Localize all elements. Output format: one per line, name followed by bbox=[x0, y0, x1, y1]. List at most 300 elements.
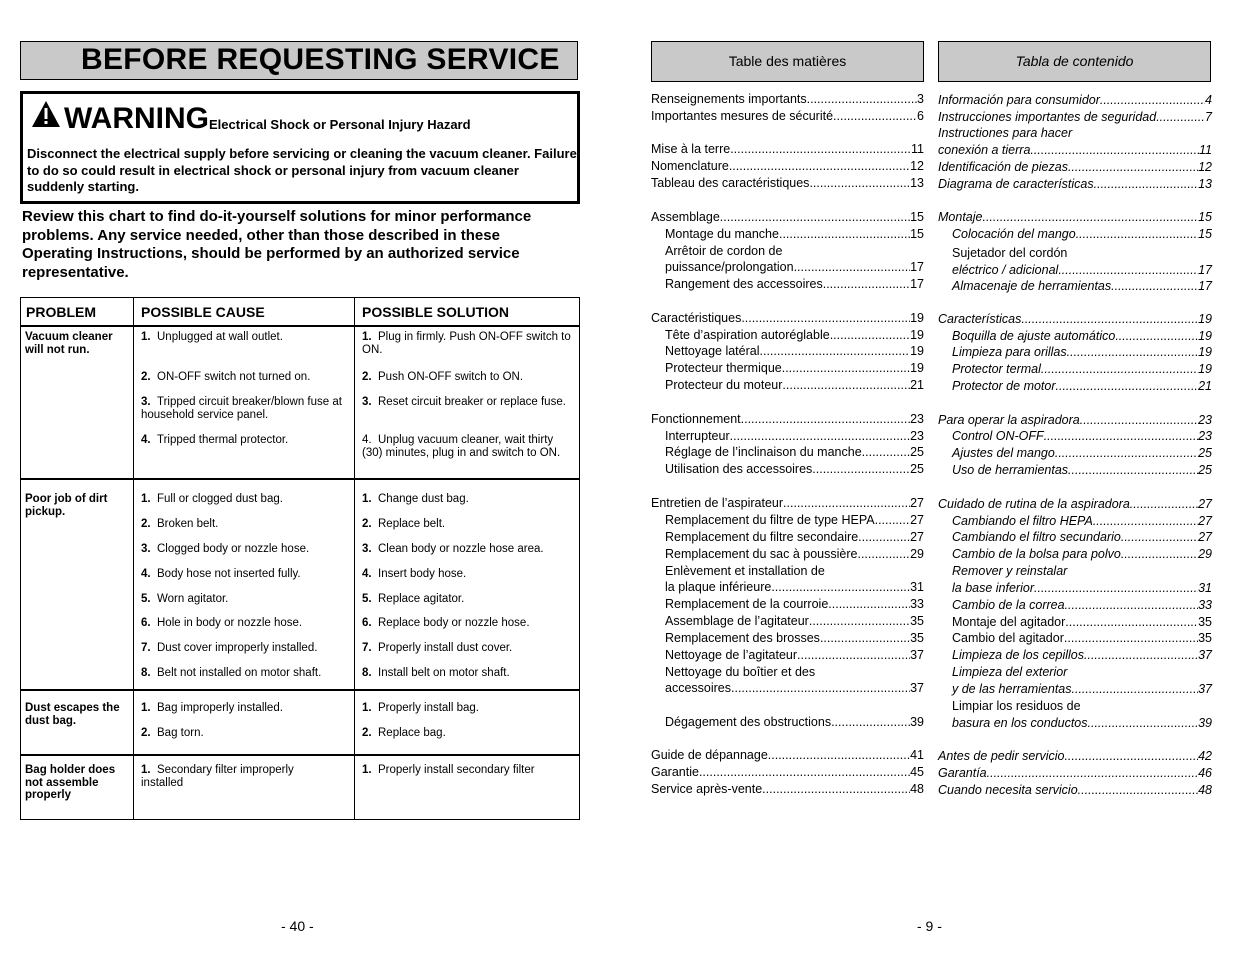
toc-entry-label: Renseignements importants bbox=[651, 92, 807, 106]
toc-entry-page: 15 bbox=[1198, 227, 1212, 241]
toc-entry-label: Cambiando el filtro secundario bbox=[952, 530, 1121, 544]
toc-entry bbox=[952, 245, 1212, 262]
toc-leader-dots bbox=[820, 630, 910, 647]
toc-entry-label: Para operar la aspiradora bbox=[938, 413, 1080, 427]
toc-leader-dots bbox=[771, 579, 910, 596]
toc-entry-label: Remplacement de la courroie bbox=[665, 597, 829, 611]
toc-entry bbox=[952, 462, 1212, 479]
toc-leader-dots bbox=[862, 444, 910, 461]
toc-entry-page: 25 bbox=[910, 445, 924, 459]
toc-leader-dots bbox=[1080, 412, 1198, 429]
toc-entry-label: Boquilla de ajuste automático bbox=[952, 329, 1116, 343]
toc-leader-dots bbox=[982, 209, 1198, 226]
toc-entry bbox=[952, 664, 1212, 681]
toc-entry bbox=[952, 563, 1212, 580]
toc-entry-page: 35 bbox=[910, 631, 924, 645]
toc-entry-page: 35 bbox=[910, 614, 924, 628]
toc-entry-label: Limpieza de los cepillos bbox=[952, 648, 1085, 662]
toc-entry-label: la base inferior bbox=[952, 581, 1034, 595]
toc-entry-page: 29 bbox=[910, 547, 924, 561]
toc-entry-label: Tableau des caractéristiques bbox=[651, 176, 810, 190]
toc-entry-label: Caractéristiques bbox=[651, 311, 742, 325]
toc-leader-dots bbox=[812, 461, 910, 478]
toc-entry-page: 31 bbox=[1198, 581, 1212, 595]
toc-entry-label: accessoires bbox=[665, 681, 731, 695]
toc-entry bbox=[665, 461, 924, 478]
toc-entry bbox=[665, 276, 924, 293]
toc-entry-label: Identificación de piezas bbox=[938, 160, 1068, 174]
toc-leader-dots bbox=[782, 377, 910, 394]
toc-leader-dots bbox=[797, 647, 910, 664]
toc-leader-dots bbox=[1034, 580, 1198, 597]
toc-entry-page: 21 bbox=[910, 378, 924, 392]
toc-entry-label: Remplacement du filtre de type HEPA bbox=[665, 513, 875, 527]
toc-entry bbox=[651, 209, 924, 226]
toc-entry-label: Sujetador del cordón bbox=[952, 246, 1068, 260]
toc-leader-dots bbox=[730, 141, 911, 158]
toc-leader-dots bbox=[1065, 614, 1198, 631]
toc-leader-dots bbox=[809, 175, 910, 192]
toc-entry-label: Características bbox=[938, 312, 1022, 326]
toc-leader-dots bbox=[729, 158, 910, 175]
warning-subtitle: Electrical Shock or Personal Injury Hazard bbox=[209, 117, 471, 132]
toc-entry-label: Nettoyage latéral bbox=[665, 344, 760, 358]
toc-entry-page: 37 bbox=[1198, 648, 1212, 662]
toc-entry-label: basura en los conductos bbox=[952, 716, 1088, 730]
toc-entry-page: 25 bbox=[1198, 446, 1212, 460]
toc-entry bbox=[665, 680, 924, 697]
toc-entry-page: 4 bbox=[1205, 93, 1212, 107]
toc-leader-dots bbox=[1076, 226, 1198, 243]
toc-entry bbox=[665, 444, 924, 461]
toc-entry-page: 39 bbox=[1198, 716, 1212, 730]
toc-entry-label: Protector de motor bbox=[952, 379, 1056, 393]
toc-entry-label: Fonctionnement bbox=[651, 412, 741, 426]
cause-item: 7. Dust cover improperly installed. bbox=[141, 642, 318, 654]
toc-entry-page: 7 bbox=[1205, 110, 1212, 124]
toc-entry-label: Assemblage de l’agitateur bbox=[665, 614, 809, 628]
toc-entry-label: Almacenaje de herramientas bbox=[952, 279, 1112, 293]
toc-entry bbox=[665, 512, 924, 529]
toc-entry-page: 23 bbox=[910, 412, 924, 426]
toc-entry bbox=[665, 343, 924, 360]
toc-entry-page: 19 bbox=[1198, 345, 1212, 359]
toc-leader-dots bbox=[779, 226, 910, 243]
solution-item: 1. Change dust bag. bbox=[362, 493, 469, 505]
toc-entry-page: 41 bbox=[910, 748, 924, 762]
toc-entry-page: 19 bbox=[910, 361, 924, 375]
toc-entry-page: 37 bbox=[910, 648, 924, 662]
toc-leader-dots bbox=[1111, 278, 1198, 295]
toc-entry-label: Ajustes del mango bbox=[952, 446, 1055, 460]
toc-entry-label: Entretien de l’aspirateur bbox=[651, 496, 784, 510]
toc-leader-dots bbox=[1115, 328, 1198, 345]
toc-entry-label: Assemblage bbox=[651, 210, 720, 224]
toc-entry-page: 35 bbox=[1198, 615, 1212, 629]
toc-entry-page: 46 bbox=[1198, 766, 1212, 780]
toc-leader-dots bbox=[1088, 715, 1199, 732]
toc-leader-dots bbox=[1156, 109, 1205, 126]
toc-entry-page: 19 bbox=[1198, 362, 1212, 376]
toc-entry-page: 23 bbox=[1198, 429, 1212, 443]
toc-entry-label: Remplacement du sac à poussière bbox=[665, 547, 858, 561]
toc-leader-dots bbox=[1130, 496, 1198, 513]
toc-entry-page: 37 bbox=[1198, 682, 1212, 696]
toc-entry bbox=[952, 226, 1212, 243]
toc-entry bbox=[665, 360, 924, 377]
toc-leader-dots bbox=[1067, 344, 1198, 361]
toc-leader-dots bbox=[782, 360, 910, 377]
solution-item: 2. Replace belt. bbox=[362, 518, 446, 530]
toc-entry-page: 12 bbox=[910, 159, 924, 173]
toc-leader-dots bbox=[699, 764, 910, 781]
toc-entry-page: 42 bbox=[1198, 749, 1212, 763]
row-divider bbox=[21, 754, 579, 756]
toc-leader-dots bbox=[1121, 546, 1198, 563]
toc-leader-dots bbox=[741, 411, 910, 428]
toc-entry bbox=[665, 714, 924, 731]
toc-entry-label: Nomenclature bbox=[651, 159, 729, 173]
toc-entry-label: Instrucciones importantes de seguridad bbox=[938, 110, 1157, 124]
toc-entry bbox=[651, 411, 924, 428]
toc-leader-dots bbox=[1094, 176, 1198, 193]
toc-leader-dots bbox=[1044, 428, 1198, 445]
toc-entry-page: 19 bbox=[910, 328, 924, 342]
toc-leader-dots bbox=[1055, 445, 1198, 462]
toc-entry bbox=[952, 361, 1212, 378]
toc-entry-page: 33 bbox=[1198, 598, 1212, 612]
toc-entry bbox=[938, 92, 1212, 109]
toc-entry bbox=[665, 579, 924, 596]
toc-entry bbox=[938, 209, 1212, 226]
solution-item: 5. Replace agitator. bbox=[362, 593, 465, 605]
toc-entry-label: Remplacement des brosses bbox=[665, 631, 820, 645]
toc-entry bbox=[665, 529, 924, 546]
toc-entry bbox=[952, 546, 1212, 563]
toc-entry-label: Cambio de la bolsa para polvo bbox=[952, 547, 1121, 561]
toc-entry-page: 37 bbox=[910, 681, 924, 695]
toc-entry bbox=[665, 243, 924, 260]
toc-entry-label: Remplacement du filtre secondaire bbox=[665, 530, 859, 544]
toc-entry bbox=[665, 327, 924, 344]
cause-item: 5. Worn agitator. bbox=[141, 593, 229, 605]
toc-entry bbox=[665, 546, 924, 563]
toc-entry-page: 25 bbox=[1198, 463, 1212, 477]
row-divider bbox=[21, 325, 579, 327]
toc-entry-label: Mise à la terre bbox=[651, 142, 731, 156]
toc-entry-label: Nettoyage de l’agitateur bbox=[665, 648, 798, 662]
toc-entry-label: Service après-vente bbox=[651, 782, 763, 796]
toc-entry bbox=[952, 513, 1212, 530]
solution-item: 1. Plug in firmly. Push ON-OFF switch to ON. bbox=[362, 331, 571, 356]
column-divider bbox=[133, 298, 134, 819]
toc-entry bbox=[938, 748, 1212, 765]
cause-item: 6. Hole in body or nozzle hose. bbox=[141, 617, 303, 629]
toc-leader-dots bbox=[741, 310, 910, 327]
toc-entry-label: Réglage de l’inclinaison du manche bbox=[665, 445, 862, 459]
cause-item: 8. Belt not installed on motor shaft. bbox=[141, 667, 322, 679]
warning-triangle-icon bbox=[31, 100, 61, 128]
toc-entry-page: 19 bbox=[1198, 312, 1212, 326]
intro-text: Review this chart to find do-it-yourself solutions for minor performance problems. Any service needed, other than those described in these Operating Instructions, should be performed by an authorized service representative. bbox=[22, 208, 532, 281]
toc-entry-label: Cambiando el filtro HEPA bbox=[952, 514, 1093, 528]
toc-entry-page: 11 bbox=[1199, 143, 1212, 157]
toc-entry bbox=[651, 495, 924, 512]
solution-item: 6. Replace body or nozzle hose. bbox=[362, 617, 530, 629]
cause-item: 1. Full or clogged dust bag. bbox=[141, 493, 283, 505]
toc-leader-dots bbox=[833, 108, 917, 125]
header-possible-solution: POSSIBLE SOLUTION bbox=[362, 304, 510, 320]
toc-entry bbox=[938, 125, 1212, 142]
toc-entry-label: Protector termal bbox=[952, 362, 1041, 376]
toc-leader-dots bbox=[797, 259, 910, 276]
toc-entry-label: Utilisation des accessoires bbox=[665, 462, 813, 476]
toc-entry-label: Montage du manche bbox=[665, 227, 779, 241]
toc-leader-dots bbox=[760, 343, 911, 360]
toc-leader-dots bbox=[720, 209, 910, 226]
toc-entry bbox=[651, 175, 924, 192]
toc-entry-label: Protecteur thermique bbox=[665, 361, 782, 375]
toc-entry bbox=[952, 278, 1212, 295]
toc-entry-page: 15 bbox=[910, 210, 924, 224]
toc-entry-page: 6 bbox=[917, 109, 924, 123]
toc-entry bbox=[665, 377, 924, 394]
toc-entry-label: Guide de dépannage bbox=[651, 748, 768, 762]
toc-entry bbox=[938, 765, 1212, 782]
toc-entry-label: Garantía bbox=[938, 766, 987, 780]
toc-entry-page: 19 bbox=[1198, 329, 1212, 343]
toc-entry bbox=[938, 109, 1212, 126]
toc-entry-label: Cuidado de rutina de la aspiradora bbox=[938, 497, 1130, 511]
toc-leader-dots bbox=[1041, 361, 1198, 378]
toc-entry bbox=[665, 226, 924, 243]
warning-body: Disconnect the electrical supply before servicing or cleaning the vacuum cleaner. Failure to do so could result in electrical shock or personal injury from vacuum cleaner suddenly starting. bbox=[27, 146, 577, 194]
toc-entry bbox=[952, 445, 1212, 462]
toc-entry-label: Cambio del agitador bbox=[952, 631, 1064, 645]
toc-entry bbox=[938, 782, 1212, 799]
toc-leader-dots bbox=[823, 276, 910, 293]
header-possible-cause: POSSIBLE CAUSE bbox=[141, 304, 265, 320]
cause-item: 2. ON-OFF switch not turned on. bbox=[141, 371, 311, 383]
problem-cell: Dust escapes the dust bag. bbox=[25, 702, 120, 727]
toc-leader-dots bbox=[1093, 513, 1198, 530]
toc-entry-page: 25 bbox=[910, 462, 924, 476]
toc-entry-label: Garantie bbox=[651, 765, 699, 779]
toc-leader-dots bbox=[762, 781, 910, 798]
toc-entry-page: 45 bbox=[910, 765, 924, 779]
toc-entry-label: Diagrama de características bbox=[938, 177, 1094, 191]
toc-leader-dots bbox=[1064, 630, 1198, 647]
toc-entry-page: 27 bbox=[1198, 530, 1212, 544]
cause-item: 2. Broken belt. bbox=[141, 518, 219, 530]
solution-item: 2. Push ON-OFF switch to ON. bbox=[362, 371, 524, 383]
toc-entry-page: 48 bbox=[1198, 783, 1212, 797]
toc-entry-label: Antes de pedir servicio bbox=[938, 749, 1065, 763]
solution-item: 8. Install belt on motor shaft. bbox=[362, 667, 510, 679]
toc-entry-page: 15 bbox=[910, 227, 924, 241]
page-number-right: - 9 - bbox=[917, 918, 942, 934]
cause-item: 1. Bag improperly installed. bbox=[141, 702, 283, 714]
toc-entry bbox=[938, 311, 1212, 328]
toc-leader-dots bbox=[1058, 262, 1198, 279]
toc-entry bbox=[952, 681, 1212, 698]
toc-entry bbox=[952, 529, 1212, 546]
toc-leader-dots bbox=[830, 327, 910, 344]
solution-item: 3. Clean body or nozzle hose area. bbox=[362, 543, 544, 555]
toc-entry-page: 13 bbox=[1198, 177, 1212, 191]
toc-entry-label: Protecteur du moteur bbox=[665, 378, 783, 392]
toc-entry bbox=[651, 158, 924, 175]
toc-leader-dots bbox=[1084, 647, 1198, 664]
toc-entry bbox=[952, 698, 1212, 715]
toc-entry bbox=[665, 647, 924, 664]
toc-entry-label: eléctrico / adicional bbox=[952, 263, 1059, 277]
toc-entry-label: Tête d’aspiration autoréglable bbox=[665, 328, 830, 342]
toc-entry bbox=[651, 141, 924, 158]
toc-entry bbox=[665, 613, 924, 630]
cause-item: 3. Tripped circuit breaker/blown fuse at household service panel. bbox=[141, 396, 342, 421]
toc-entry-label: Rangement des accessoires bbox=[665, 277, 823, 291]
toc-entry-page: 35 bbox=[1198, 631, 1212, 645]
toc-leader-dots bbox=[731, 680, 910, 697]
toc-entry bbox=[952, 647, 1212, 664]
cause-item: 1. Unplugged at wall outlet. bbox=[141, 331, 283, 343]
toc-entry bbox=[952, 428, 1212, 445]
toc-entry-label: Remover y reinstalar bbox=[952, 564, 1068, 578]
toc-leader-dots bbox=[857, 546, 910, 563]
toc-leader-dots bbox=[828, 596, 910, 613]
toc-leader-dots bbox=[987, 765, 1198, 782]
toc-entry-label: Cambio de la correa bbox=[952, 598, 1065, 612]
toc-entry bbox=[938, 412, 1212, 429]
toc-entry bbox=[952, 630, 1212, 647]
toc-heading-spanish: Tabla de contenido bbox=[938, 41, 1211, 82]
toc-leader-dots bbox=[1078, 782, 1198, 799]
toc-entry bbox=[651, 781, 924, 798]
toc-entry-page: 21 bbox=[1198, 379, 1212, 393]
toc-entry bbox=[665, 259, 924, 276]
toc-entry-page: 27 bbox=[910, 496, 924, 510]
column-divider bbox=[354, 298, 355, 819]
toc-entry-page: 17 bbox=[910, 260, 924, 274]
toc-heading-french: Table des matières bbox=[651, 41, 924, 82]
toc-entry bbox=[651, 91, 924, 108]
toc-entry-label: Montaje del agitador bbox=[952, 615, 1066, 629]
toc-entry bbox=[665, 596, 924, 613]
solution-item: 4. Unplug vacuum cleaner, wait thirty (30) minutes, plug in and switch to ON. bbox=[362, 434, 561, 459]
header-problem: PROBLEM bbox=[26, 304, 96, 320]
toc-leader-dots bbox=[1068, 462, 1198, 479]
problem-cell: Vacuum cleaner will not run. bbox=[25, 331, 113, 356]
solution-item: 3. Reset circuit breaker or replace fuse. bbox=[362, 396, 566, 408]
toc-entry-label: Importantes mesures de sécurité bbox=[651, 109, 834, 123]
toc-leader-dots bbox=[1030, 142, 1199, 159]
row-divider bbox=[21, 689, 579, 691]
toc-entry bbox=[938, 496, 1212, 513]
solution-item: 1. Properly install bag. bbox=[362, 702, 479, 714]
toc-entry bbox=[952, 597, 1212, 614]
toc-leader-dots bbox=[1068, 159, 1198, 176]
toc-entry-page: 19 bbox=[910, 344, 924, 358]
toc-entry bbox=[938, 176, 1212, 193]
troubleshooting-table bbox=[20, 297, 580, 820]
toc-entry bbox=[665, 563, 924, 580]
toc-entry-page: 29 bbox=[1198, 547, 1212, 561]
toc-leader-dots bbox=[831, 714, 910, 731]
toc-entry-page: 27 bbox=[1198, 497, 1212, 511]
toc-leader-dots bbox=[875, 512, 911, 529]
toc-entry bbox=[952, 262, 1212, 279]
cause-item: 2. Bag torn. bbox=[141, 727, 204, 739]
toc-entry-label: Limpieza del exterior bbox=[952, 665, 1068, 679]
toc-entry-label: Arrêtoir de cordon de bbox=[665, 244, 783, 258]
toc-leader-dots bbox=[1064, 748, 1198, 765]
toc-entry bbox=[952, 344, 1212, 361]
toc-entry-label: y de las herramientas bbox=[952, 682, 1072, 696]
toc-leader-dots bbox=[1021, 311, 1198, 328]
toc-entry bbox=[952, 715, 1212, 732]
toc-entry-label: Interrupteur bbox=[665, 429, 730, 443]
toc-entry bbox=[651, 764, 924, 781]
toc-leader-dots bbox=[783, 495, 910, 512]
row-divider bbox=[21, 478, 579, 480]
toc-entry-label: Dégagement des obstructions bbox=[665, 715, 832, 729]
toc-entry-page: 23 bbox=[1198, 413, 1212, 427]
toc-entry-page: 39 bbox=[910, 715, 924, 729]
cause-item: 1. Secondary filter improperly installed bbox=[141, 764, 294, 789]
toc-entry-label: Montaje bbox=[938, 210, 983, 224]
toc-entry-label: Colocación del mango bbox=[952, 227, 1076, 241]
toc-entry-page: 27 bbox=[910, 513, 924, 527]
toc-entry-page: 3 bbox=[917, 92, 924, 106]
warning-box bbox=[20, 91, 580, 204]
toc-leader-dots bbox=[1121, 529, 1198, 546]
toc-leader-dots bbox=[730, 428, 910, 445]
toc-leader-dots bbox=[768, 747, 910, 764]
toc-entry bbox=[952, 378, 1212, 395]
toc-leader-dots bbox=[1072, 681, 1199, 698]
toc-entry-label: Cuando necesita servicio bbox=[938, 783, 1078, 797]
toc-leader-dots bbox=[1056, 378, 1199, 395]
toc-entry bbox=[665, 630, 924, 647]
toc-entry-page: 23 bbox=[910, 429, 924, 443]
toc-entry bbox=[665, 664, 924, 681]
toc-entry bbox=[952, 580, 1212, 597]
cause-item: 4. Body hose not inserted fully. bbox=[141, 568, 301, 580]
problem-cell: Poor job of dirt pickup. bbox=[25, 493, 108, 518]
toc-entry bbox=[651, 108, 924, 125]
toc-entry bbox=[938, 159, 1212, 176]
toc-leader-dots bbox=[809, 613, 910, 630]
toc-entry bbox=[651, 747, 924, 764]
toc-entry-label: la plaque inférieure bbox=[665, 580, 772, 594]
toc-entry-label: Uso de herramientas bbox=[952, 463, 1069, 477]
toc-entry-page: 48 bbox=[910, 782, 924, 796]
toc-entry-page: 27 bbox=[910, 530, 924, 544]
toc-entry-page: 27 bbox=[1198, 514, 1212, 528]
toc-entry-page: 17 bbox=[1198, 263, 1212, 277]
toc-entry-page: 17 bbox=[910, 277, 924, 291]
toc-entry bbox=[952, 614, 1212, 631]
toc-entry-page: 31 bbox=[910, 580, 924, 594]
toc-entry-label: Nettoyage du boîtier et des bbox=[665, 665, 816, 679]
cause-item: 4. Tripped thermal protector. bbox=[141, 434, 289, 446]
toc-entry-page: 17 bbox=[1198, 279, 1212, 293]
toc-entry-label: puissance/prolongation. bbox=[665, 260, 798, 274]
toc-entry-label: Limpieza para orillas bbox=[952, 345, 1067, 359]
toc-leader-dots bbox=[858, 529, 910, 546]
page-title: BEFORE REQUESTING SERVICE bbox=[81, 43, 560, 76]
